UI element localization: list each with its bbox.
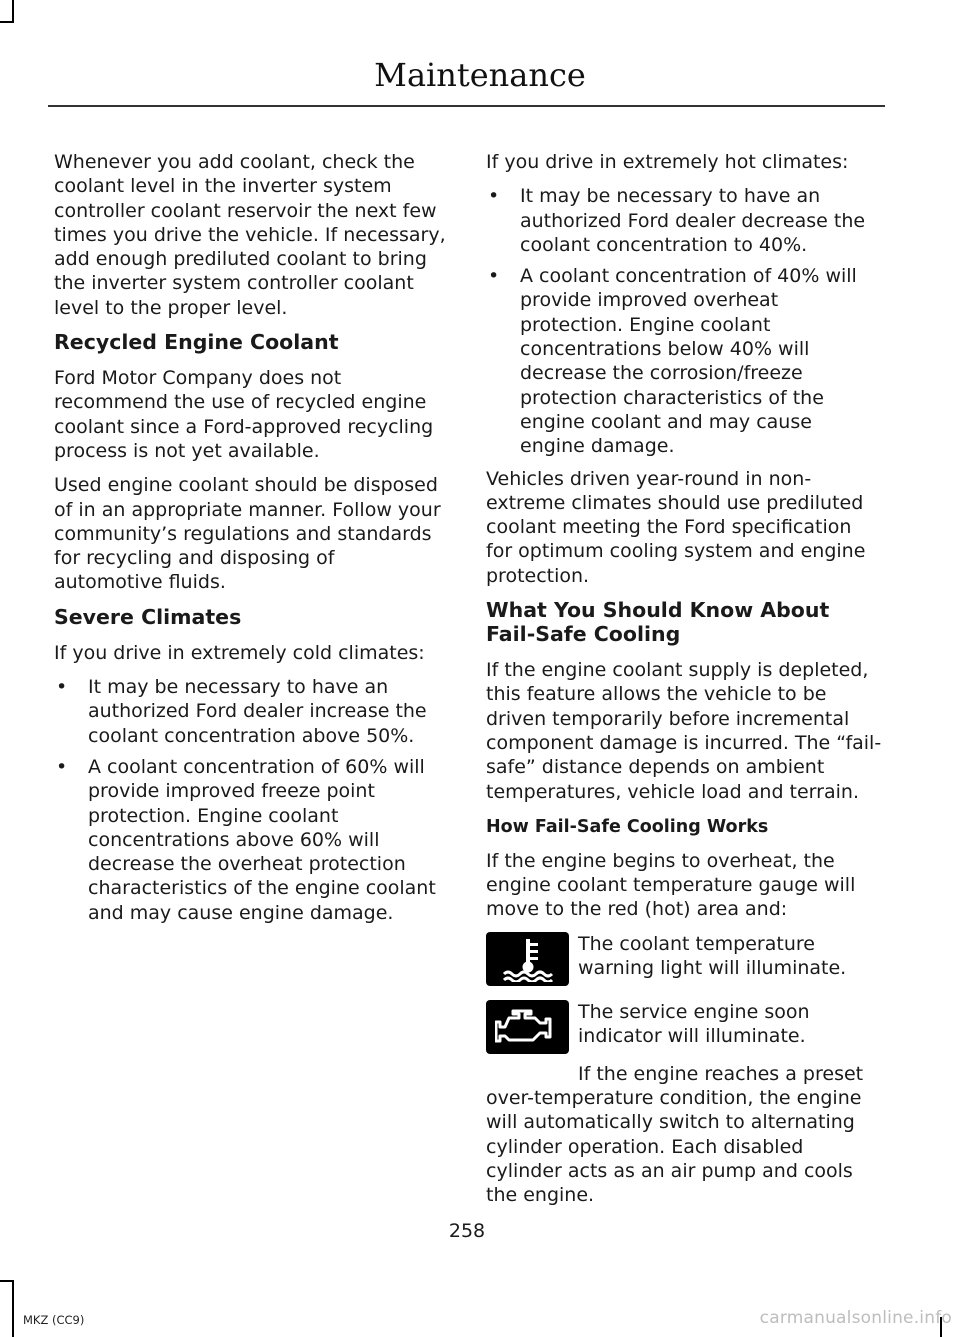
- hot-climate-list: [486, 184, 882, 458]
- paragraph: Whenever you add coolant, check the coolant level in the inverter system controller coolant reservoir the next few times you drive the vehicle. If necessary, add enough prediluted coolant to bring the inverter system controller coolant level to the proper level.: [54, 151, 446, 319]
- paragraph: Vehicles driven year-round in non-extreme climates should use prediluted coolant meeting the Ford specification for optimum cooling system and engine protection.: [486, 467, 866, 587]
- list-item: • It may be necessary to have an authorized Ford dealer increase the coolant concentration above 50%.: [54, 675, 448, 748]
- paragraph: Used engine coolant should be disposed of in an appropriate manner. Follow your community’s regulations and standards for recycling and disposing of automotive fluids.: [54, 474, 441, 594]
- crop-mark: [12, 1280, 14, 1337]
- list-item: • A coolant concentration of 60% will provide improved freeze point protection. Engine coolant concentrations above 60% will decrease the overheat protection characteristics of the engine coolant and may cause engine damage.: [54, 755, 448, 925]
- paragraph: If the engine begins to overheat, the engine coolant temperature gauge will move to the red (hot) area and:: [486, 849, 856, 921]
- right-column: [486, 150, 882, 1218]
- coolant-warning-text: The coolant temperature warning light will illuminate.: [578, 932, 847, 980]
- service-engine-row: [486, 1000, 882, 1054]
- paragraph: Ford Motor Company does not recommend the use of recycled engine coolant since a Ford-approved recycling process is not yet available.: [54, 367, 434, 462]
- paragraph: If the engine coolant supply is depleted, this feature allows the vehicle to be driven temporarily before incremental component damage is incurred. The “fail-safe” distance depends on ambient temperatures, vehicle load and terrain.: [486, 659, 882, 803]
- section-heading-severe-climates: Severe Climates: [54, 604, 242, 629]
- left-column: [54, 150, 448, 933]
- crop-mark: [0, 1280, 14, 1282]
- list-item: • A coolant concentration of 40% will provide improved overheat protection. Engine coolant concentrations below 40% will decrease the corrosion/freeze protection characteristics of the engine coolant and may cause engine damage.: [486, 264, 882, 458]
- page-number: 258: [448, 1220, 486, 1242]
- cold-climate-list: [54, 675, 448, 925]
- service-engine-soon-icon: [486, 1000, 569, 1054]
- subheading-how-fail-safe-works: How Fail-Safe Cooling Works: [486, 816, 769, 837]
- page-header-title: Maintenance: [374, 56, 586, 94]
- crop-mark: [0, 21, 14, 23]
- crop-mark: [12, 0, 14, 22]
- paragraph: If the engine reaches a preset over-temperature condition, the engine will automatically switch to alternating cylinder operation. Each disabled cylinder acts as an air pump and cools the engine.: [486, 1062, 864, 1207]
- coolant-temperature-warning-icon: [486, 932, 569, 986]
- section-heading-fail-safe: What You Should Know About Fail-Safe Cooling: [486, 598, 830, 647]
- header-divider: [48, 105, 885, 107]
- paragraph: If you drive in extremely hot climates:: [486, 151, 849, 173]
- watermark: carmanualsonline.info: [759, 1308, 952, 1328]
- section-heading-recycled-coolant: Recycled Engine Coolant: [54, 330, 339, 355]
- service-engine-text: The service engine soon indicator will illuminate.: [578, 1000, 810, 1048]
- coolant-warning-row: [486, 932, 882, 986]
- list-item: • It may be necessary to have an authorized Ford dealer decrease the coolant concentration to 40%.: [486, 184, 882, 257]
- model-code: MKZ (CC9): [23, 1313, 85, 1327]
- paragraph: If you drive in extremely cold climates:: [54, 641, 425, 664]
